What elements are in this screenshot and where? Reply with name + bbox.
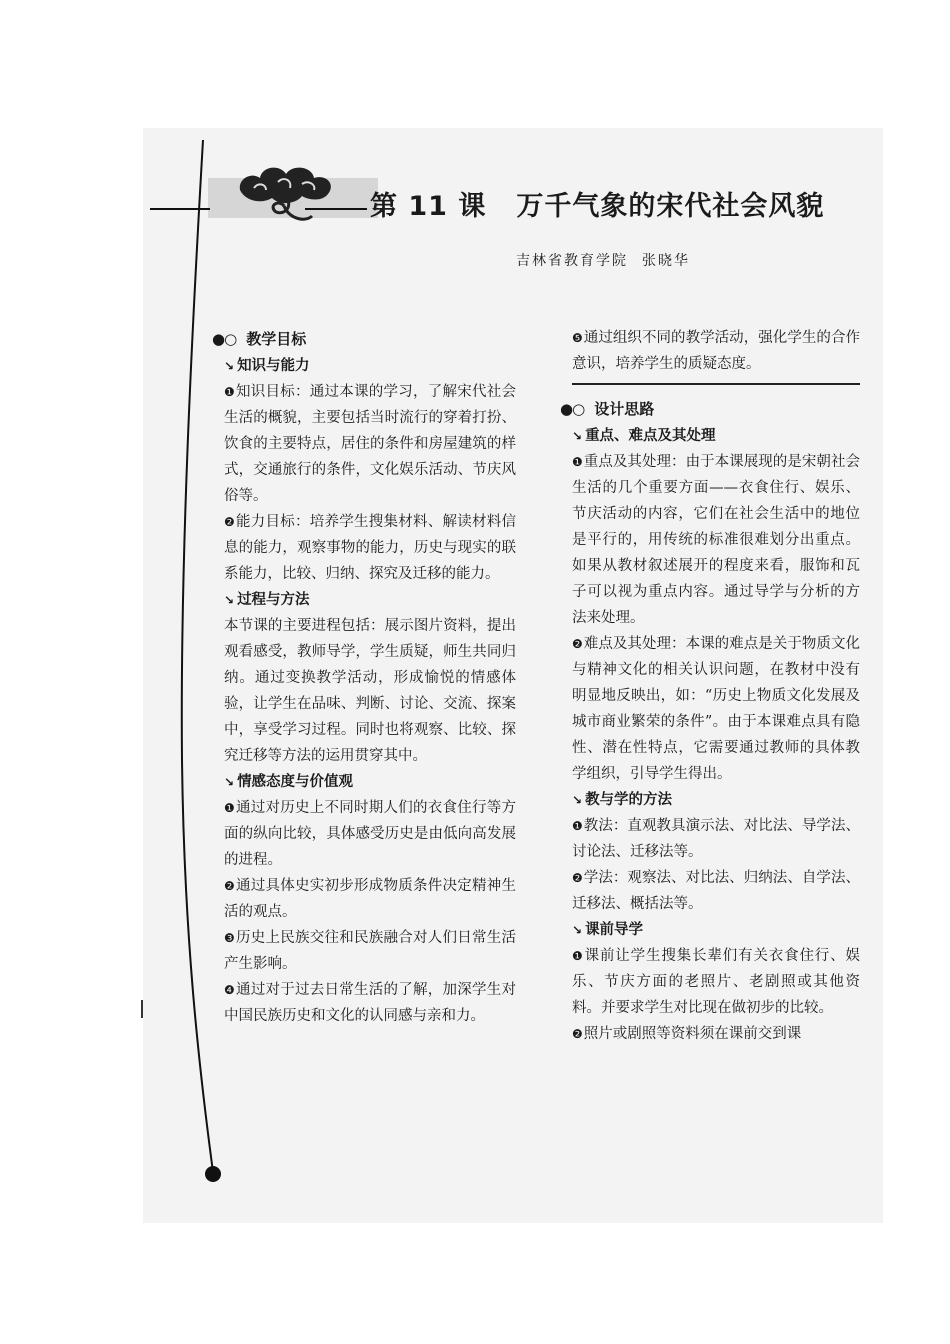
right-column xyxy=(560,325,860,1047)
subsection-heading: ↘ 课前导学 xyxy=(572,922,644,938)
paragraph: ❷照片或剧照等资料须在课前交到课 xyxy=(572,1026,802,1042)
paragraph: ❶课前让学生搜集长辈们有关衣食住行、娱乐、节庆方面的老照片、老剧照或其他资料。并要求学生对比现在做初步的比较。 xyxy=(572,948,860,1016)
number-marker: ❸ xyxy=(224,931,236,945)
paragraph: ❶重点及其处理：由于本课展现的是宋朝社会生活的几个重要方面——衣食住行、娱乐、节庆活动的内容，它们在社会生活中的地位是平行的，用传统的标准很难划分出重点。如果从教材叙述展开的程度来看，服饰和瓦子可以视为重点内容。通过导学与分析的方法来处理。 xyxy=(572,454,860,626)
subsection-heading: ↘ 重点、难点及其处理 xyxy=(572,428,716,444)
section-heading: ●○ 教学目标 xyxy=(212,330,307,348)
number-marker: ❷ xyxy=(224,515,236,529)
section-bullet-icon: ●○ xyxy=(560,400,585,418)
paragraph: ❶教法：直观教具演示法、对比法、导学法、讨论法、迁移法等。 xyxy=(572,818,860,860)
number-marker: ❷ xyxy=(572,637,583,651)
author-line xyxy=(516,250,690,270)
arrow-icon: ↘ xyxy=(224,775,235,789)
number-marker: ❶ xyxy=(224,385,236,399)
paragraph: ❷难点及其处理：本课的难点是关于物质文化与精神文化的相关认识问题，在教材中没有明显地反映出，如：“历史上物质文化发展及城市商业繁荣的条件”。由于本课难点具有隐性、潜在性特点，它需要通过教师的具体教学组织，引导学生得出。 xyxy=(572,636,860,782)
section-bullet-icon: ●○ xyxy=(212,330,237,348)
subsection-heading: ↘ 过程与方法 xyxy=(224,592,310,608)
number-marker: ❹ xyxy=(224,983,236,997)
paragraph: ❺通过组织不同的教学活动，强化学生的合作意识，培养学生的质疑态度。 xyxy=(572,330,860,372)
subsection-heading: ↘ 教与学的方法 xyxy=(572,792,673,808)
number-marker: ❶ xyxy=(572,455,583,469)
paragraph: 本节课的主要进程包括：展示图片资料，提出观看感受，教师导学，学生质疑，师生共同归纳。通过变换教学活动，形成愉悦的情感体验，让学生在品味、判断、讨论、交流、探案中，享受学习过程。同时也将观察、比较、探究迁移等方法的运用贯穿其中。 xyxy=(224,618,516,764)
number-marker: ❶ xyxy=(572,819,583,833)
section-heading: ●○ 设计思路 xyxy=(560,400,655,418)
paragraph: ❷通过具体史实初步形成物质条件决定精神生活的观点。 xyxy=(224,878,516,920)
number-marker: ❷ xyxy=(224,879,236,893)
paragraph: ❸历史上民族交往和民族融合对人们日常生活产生影响。 xyxy=(224,930,516,972)
number-marker: ❶ xyxy=(572,949,584,963)
lesson-name: 万千气象的宋代社会风貌 xyxy=(516,191,825,222)
subsection-heading: ↘ 情感态度与价值观 xyxy=(224,774,354,790)
number-marker: ❷ xyxy=(572,871,583,885)
subsection-heading: ↘ 知识与能力 xyxy=(224,358,310,374)
paragraph: ❷学法：观察法、对比法、归纳法、自学法、迁移法、概括法等。 xyxy=(572,870,860,912)
arrow-icon: ↘ xyxy=(224,359,235,373)
left-column xyxy=(212,325,516,1029)
paragraph: ❷能力目标：培养学生搜集材料、解读材料信息的能力，观察事物的能力，历史与现实的联系能力，比较、归纳、探究及迁移的能力。 xyxy=(224,514,516,582)
paragraph: ❶知识目标：通过本课的学习，了解宋代社会生活的概貌，主要包括当时流行的穿着打扮、饮食的主要特点，居住的条件和房屋建筑的样式，交通旅行的条件，文化娱乐活动、节庆风俗等。 xyxy=(224,384,516,504)
institution: 吉林省教育学院 xyxy=(516,253,628,269)
author-name: 张晓华 xyxy=(642,253,690,269)
number-marker: ❷ xyxy=(572,1027,583,1041)
number-marker: ❺ xyxy=(572,331,583,345)
number-marker: ❶ xyxy=(224,801,236,815)
section-divider xyxy=(572,383,860,385)
lesson-title xyxy=(370,184,824,223)
paragraph: ❶通过对历史上不同时期人们的衣食住行等方面的纵向比较，具体感受历史是由低向高发展的进程。 xyxy=(224,800,516,868)
arrow-icon: ↘ xyxy=(572,923,583,937)
lesson-number: 第 11 课 xyxy=(370,191,487,222)
arrow-icon: ↘ xyxy=(572,429,583,443)
arrow-icon: ↘ xyxy=(224,593,235,607)
arrow-icon: ↘ xyxy=(572,793,583,807)
title-rule xyxy=(150,208,210,210)
auspicious-cloud-icon xyxy=(230,160,340,230)
paragraph: ❹通过对于过去日常生活的了解，加深学生对中国民族历史和文化的认同感与亲和力。 xyxy=(224,982,516,1024)
